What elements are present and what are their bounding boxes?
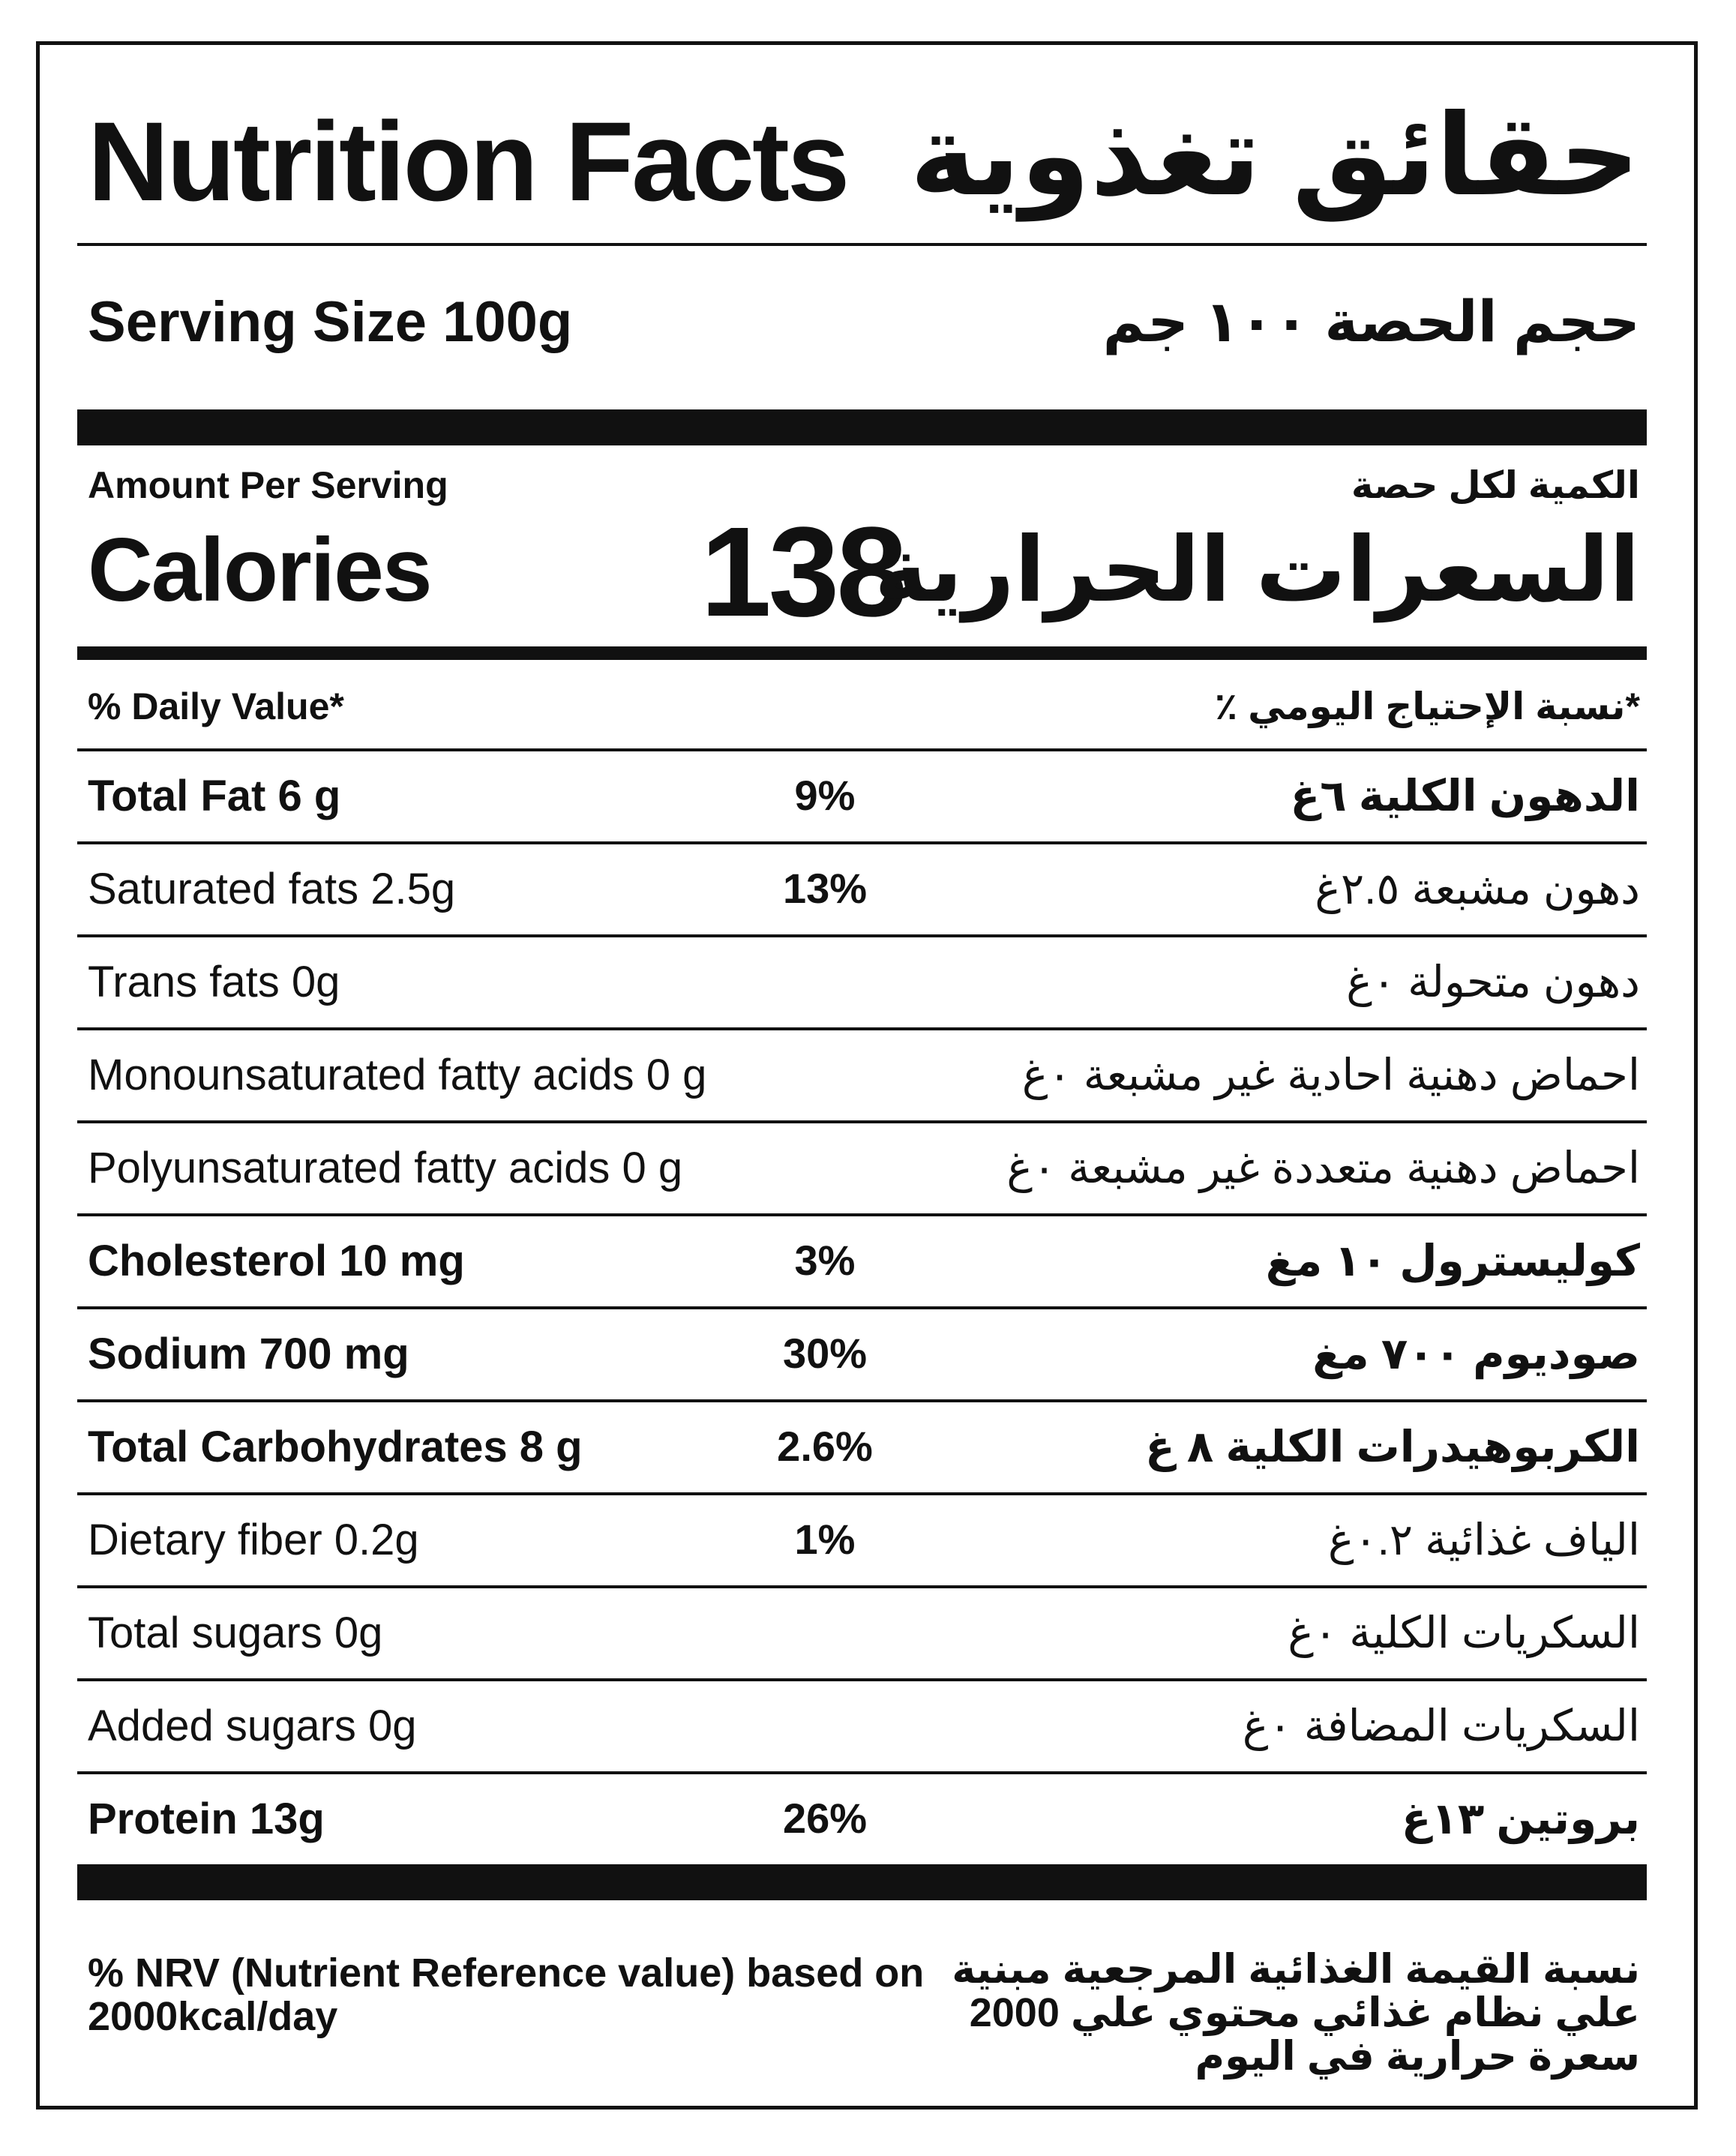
serving-size-arabic: حجم الحصة ١٠٠ جم bbox=[1102, 290, 1640, 354]
amount-per-serving-english: Amount Per Serving bbox=[88, 464, 448, 506]
row-divider bbox=[77, 1213, 1647, 1216]
nutrient-percent: 3% bbox=[794, 1237, 856, 1284]
nutrient-english: Dietary fiber 0.2g bbox=[88, 1516, 419, 1564]
footnote-arabic: نسبة القيمة الغذائية المرجعية مبنية علي نظام غذائي محتوي علي 2000 سعرة حرارية في اليوم bbox=[952, 1947, 1640, 2079]
row-divider bbox=[77, 1027, 1647, 1030]
nutrient-english: Sodium 700 mg bbox=[88, 1330, 409, 1378]
nutrient-english: Saturated fats 2.5g bbox=[88, 865, 456, 913]
nutrient-arabic: صوديوم ٧٠٠ مغ bbox=[1312, 1330, 1640, 1378]
calories-label-english: Calories bbox=[88, 520, 431, 620]
nutrient-english: Total sugars 0g bbox=[88, 1609, 383, 1657]
daily-value-label-english: % Daily Value* bbox=[88, 685, 344, 727]
daily-value-label-arabic: *نسبة الإحتياج اليومي ٪ bbox=[1214, 685, 1640, 727]
nutrient-percent: 9% bbox=[794, 772, 856, 819]
nutrient-arabic: بروتين ١٣غ bbox=[1401, 1795, 1640, 1843]
calories-value: 138 bbox=[700, 501, 904, 643]
nutrient-english: Added sugars 0g bbox=[88, 1702, 417, 1750]
title-english: Nutrition Facts bbox=[88, 98, 848, 224]
row-divider bbox=[77, 1492, 1647, 1495]
daily-value-divider bbox=[77, 748, 1647, 751]
row-divider bbox=[77, 841, 1647, 844]
nutrient-english: Polyunsaturated fatty acids 0 g bbox=[88, 1144, 683, 1192]
nutrient-english: Trans fats 0g bbox=[88, 958, 340, 1006]
calories-label-arabic: السعرات الحرارية bbox=[874, 520, 1640, 620]
nutrient-arabic: احماض دهنية متعددة غير مشبعة ٠غ bbox=[1006, 1144, 1640, 1192]
footnote-english: % NRV (Nutrient Reference value) based on 2000kcal/day bbox=[88, 1951, 925, 2039]
serving-size-english: Serving Size 100g bbox=[88, 290, 573, 354]
nutrient-arabic: السكريات الكلية ٠غ bbox=[1288, 1609, 1640, 1657]
nutrient-arabic: السكريات المضافة ٠غ bbox=[1242, 1702, 1640, 1750]
footer-divider bbox=[77, 1864, 1647, 1900]
nutrient-percent: 26% bbox=[782, 1795, 868, 1842]
nutrient-arabic: كوليسترول ١٠ مغ bbox=[1265, 1237, 1640, 1285]
nutrient-english: Protein 13g bbox=[88, 1795, 325, 1843]
nutrient-english: Monounsaturated fatty acids 0 g bbox=[88, 1051, 707, 1099]
nutrient-english: Total Fat 6 g bbox=[88, 772, 341, 820]
nutrient-percent: 13% bbox=[782, 865, 868, 912]
nutrient-percent: 2.6% bbox=[777, 1423, 873, 1470]
row-divider bbox=[77, 1306, 1647, 1309]
nutrient-arabic: الدهون الكلية ٦غ bbox=[1290, 772, 1640, 820]
nutrient-english: Cholesterol 10 mg bbox=[88, 1237, 465, 1285]
amount-per-serving-arabic: الكمية لكل حصة bbox=[1351, 464, 1640, 506]
row-divider bbox=[77, 1120, 1647, 1123]
row-divider bbox=[77, 1678, 1647, 1681]
nutrient-arabic: احماض دهنية احادية غير مشبعة ٠غ bbox=[1021, 1051, 1640, 1099]
title-arabic: حقائق تغذوية bbox=[910, 92, 1640, 218]
nutrient-arabic: دهون مشبعة ٢.٥غ bbox=[1315, 865, 1640, 913]
nutrient-percent: 30% bbox=[782, 1330, 868, 1377]
nutrient-arabic: الياف غذائية ٠.٢غ bbox=[1328, 1516, 1640, 1564]
nutrient-english: Total Carbohydrates 8 g bbox=[88, 1423, 583, 1471]
nutrient-arabic: دهون متحولة ٠غ bbox=[1346, 958, 1640, 1006]
row-divider bbox=[77, 1585, 1647, 1588]
serving-divider bbox=[77, 409, 1647, 445]
row-divider bbox=[77, 1771, 1647, 1774]
nutrient-percent: 1% bbox=[794, 1516, 856, 1563]
row-divider bbox=[77, 1399, 1647, 1402]
header-divider bbox=[77, 243, 1647, 246]
row-divider bbox=[77, 934, 1647, 937]
nutrient-arabic: الكربوهيدرات الكلية ٨ غ bbox=[1145, 1423, 1640, 1471]
calories-divider bbox=[77, 646, 1647, 660]
